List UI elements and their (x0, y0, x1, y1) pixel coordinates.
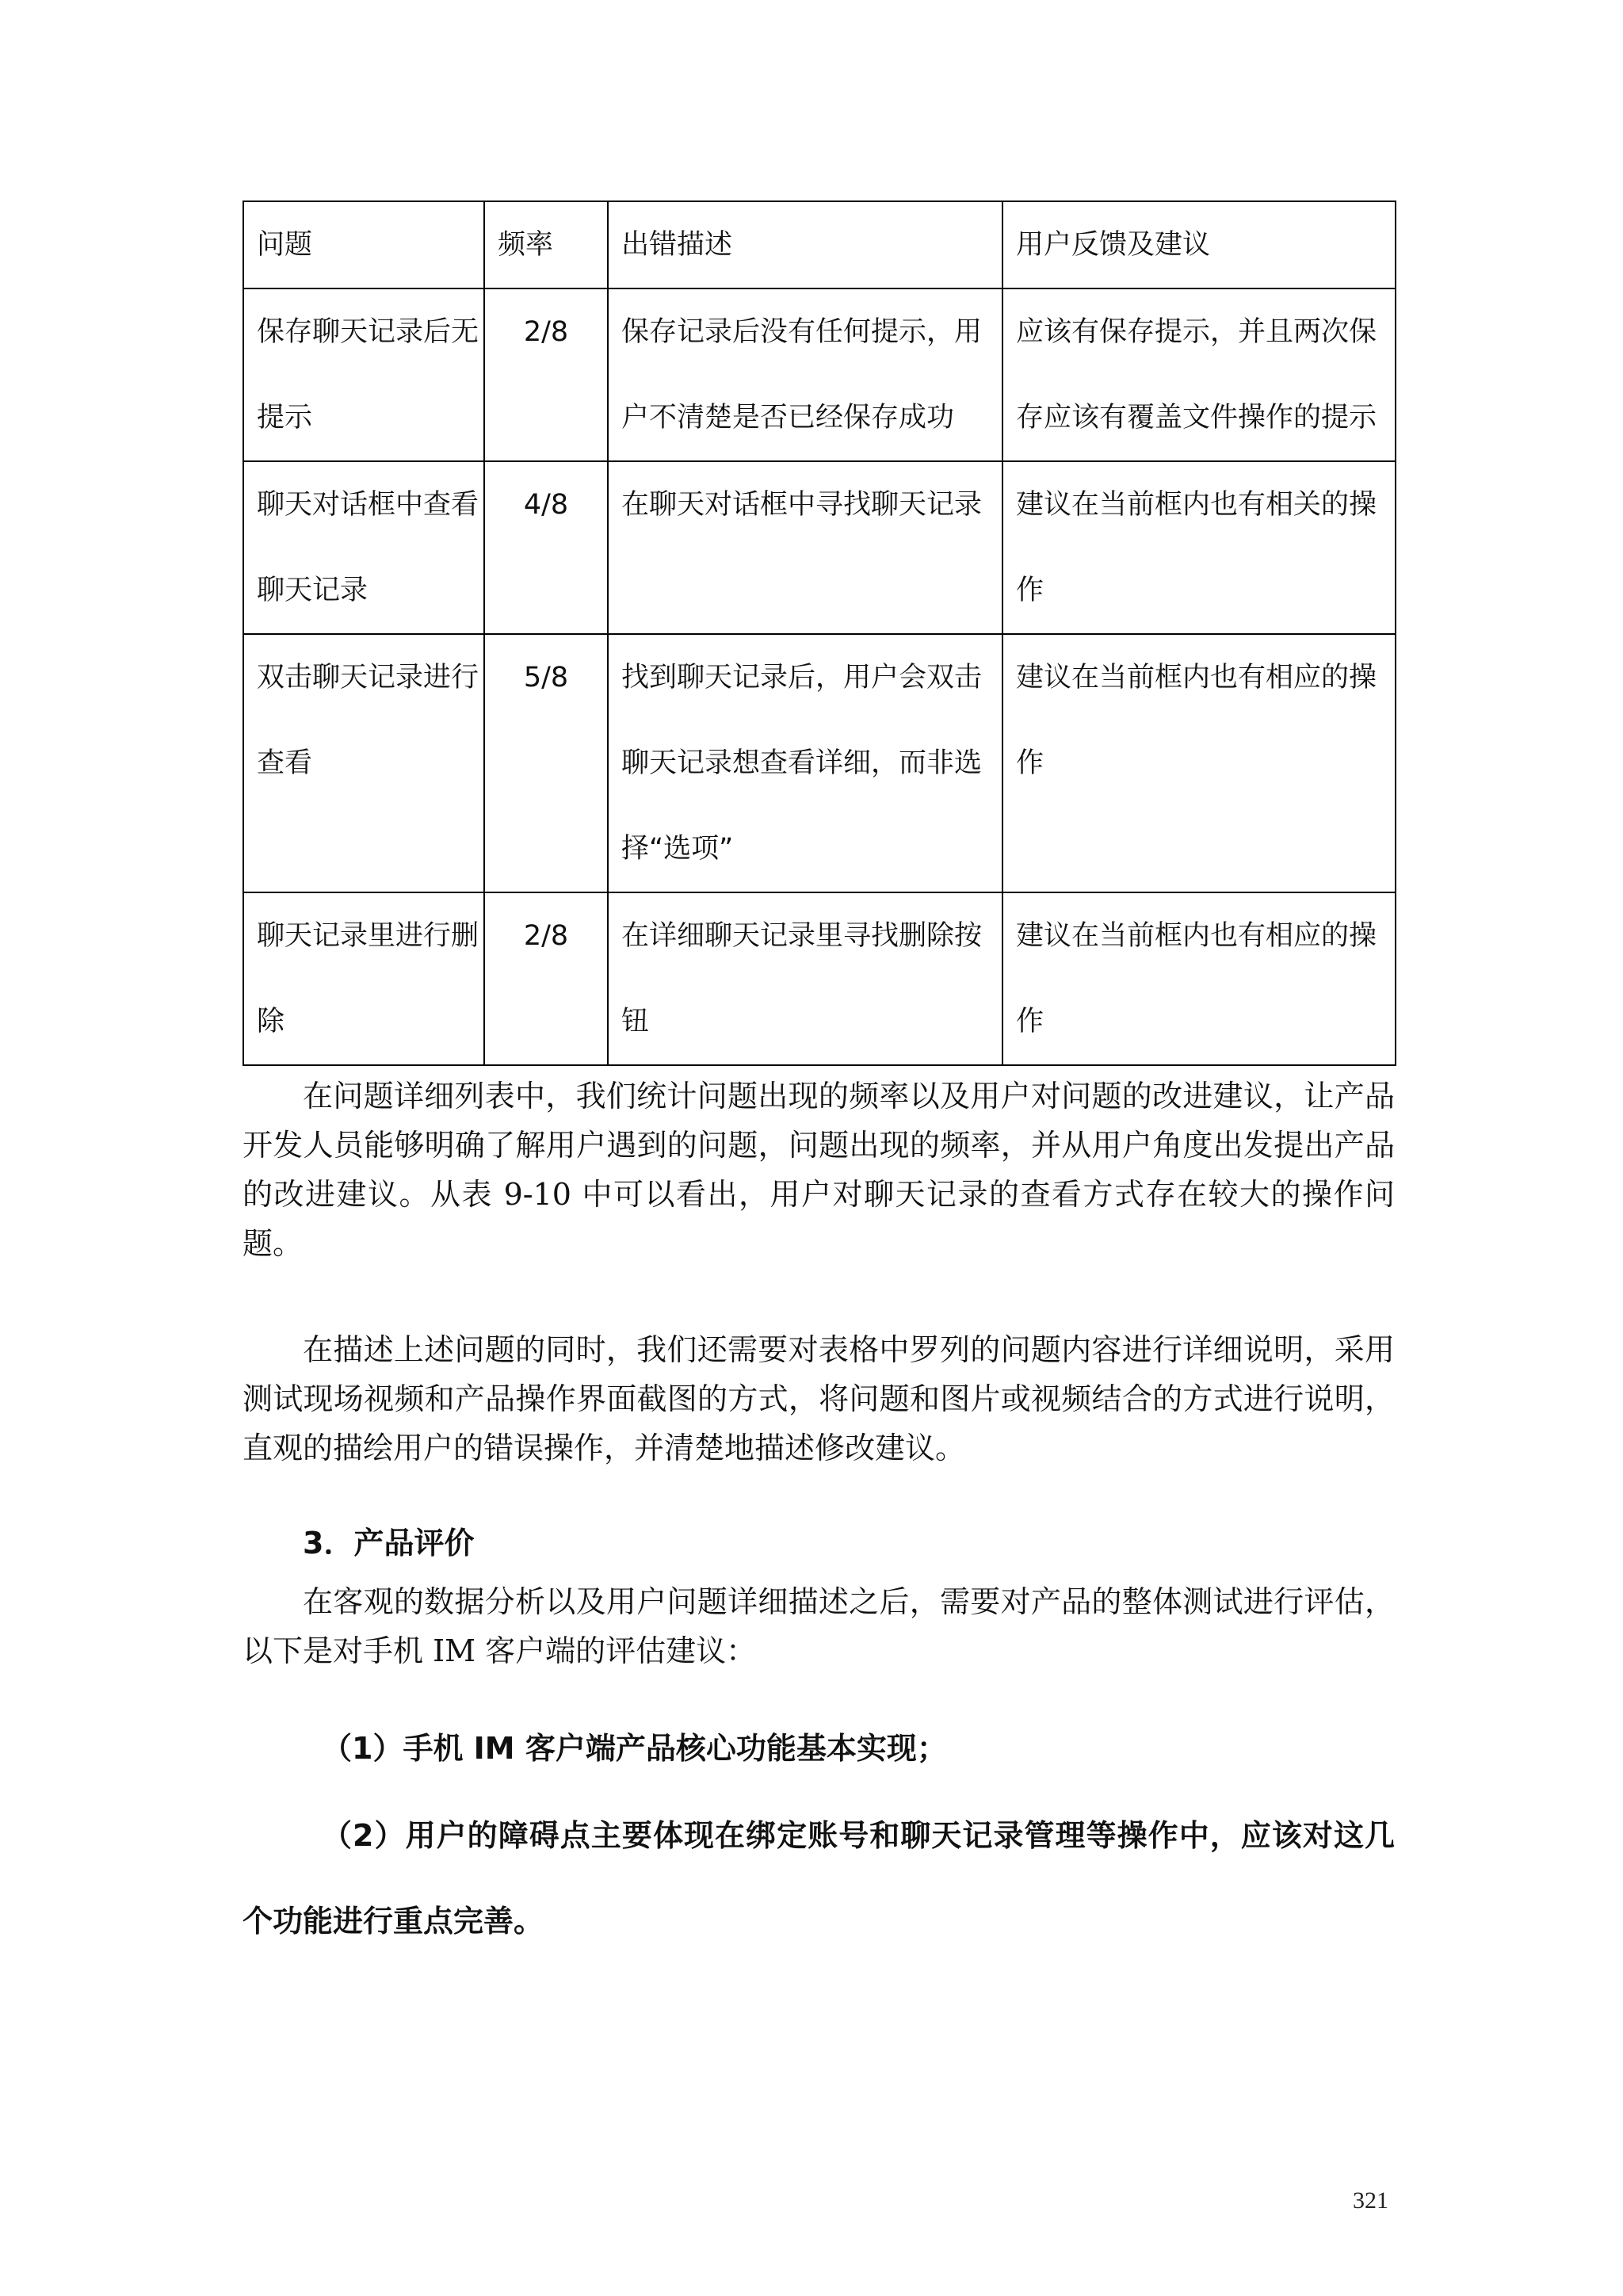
suggestion-cell: 应该有保存提示，并且两次保存应该有覆盖文件操作的提示 (1002, 288, 1396, 461)
suggestion-cell: 建议在当前框内也有相关的操作 (1002, 461, 1396, 634)
suggestion-cell: 建议在当前框内也有相应的操作 (1002, 634, 1396, 892)
description-cell: 在聊天对话框中寻找聊天记录 (608, 461, 1002, 634)
description-cell: 保存记录后没有任何提示，用户不清楚是否已经保存成功 (608, 288, 1002, 461)
evaluation-item-1: （1）手机 IM 客户端产品核心功能基本实现； (322, 1731, 947, 1766)
frequency-cell: 2/8 (484, 288, 608, 461)
body-paragraph-3: 在客观的数据分析以及用户问题详细描述之后，需要对产品的整体测试进行评估，以下是对手机 IM 客户端的评估建议： (242, 1584, 1395, 1668)
header-error-description: 出错描述 (608, 201, 1002, 288)
table-row (243, 288, 1396, 461)
description-cell: 找到聊天记录后，用户会双击聊天记录想查看详细，而非选择“选项” (608, 634, 1002, 892)
frequency-cell: 5/8 (484, 634, 608, 892)
body-paragraph-1: 在问题详细列表中，我们统计问题出现的频率以及用户对问题的改进建议，让产品开发人员能够明确了解用户遇到的问题，问题出现的频率，并从用户角度出发提出产品的改进建议。从表 9-10 中可以看出，用户对聊天记录的查看方式存在较大的操作问题。 (242, 1079, 1395, 1261)
issue-cell: 双击聊天记录进行查看 (243, 634, 484, 892)
description-cell: 在详细聊天记录里寻找删除按钮 (608, 892, 1002, 1065)
header-user-feedback: 用户反馈及建议 (1002, 201, 1396, 288)
issue-cell: 聊天记录里进行删除 (243, 892, 484, 1065)
frequency-cell: 2/8 (484, 892, 608, 1065)
evaluation-item-2: （2）用户的障碍点主要体现在绑定账号和聊天记录管理等操作中，应该对这几个功能进行重点完善。 (242, 1818, 1395, 1939)
header-issue: 问题 (243, 201, 484, 288)
body-paragraph-2: 在描述上述问题的同时，我们还需要对表格中罗列的问题内容进行详细说明，采用测试现场视频和产品操作界面截图的方式，将问题和图片或视频结合的方式进行说明，直观的描绘用户的错误操作，并清楚地描述修改建议。 (242, 1332, 1395, 1465)
page-number: 321 (1353, 2187, 1388, 2214)
table-row (243, 461, 1396, 634)
section-heading: 3．产品评价 (303, 1526, 475, 1561)
issue-cell: 聊天对话框中查看聊天记录 (243, 461, 484, 634)
suggestion-cell: 建议在当前框内也有相应的操作 (1002, 892, 1396, 1065)
table-row (243, 634, 1396, 892)
table-header-row (243, 201, 1396, 288)
header-frequency: 频率 (484, 201, 608, 288)
table-row (243, 892, 1396, 1065)
issues-table (242, 201, 1396, 1066)
frequency-cell: 4/8 (484, 461, 608, 634)
issue-cell: 保存聊天记录后无提示 (243, 288, 484, 461)
